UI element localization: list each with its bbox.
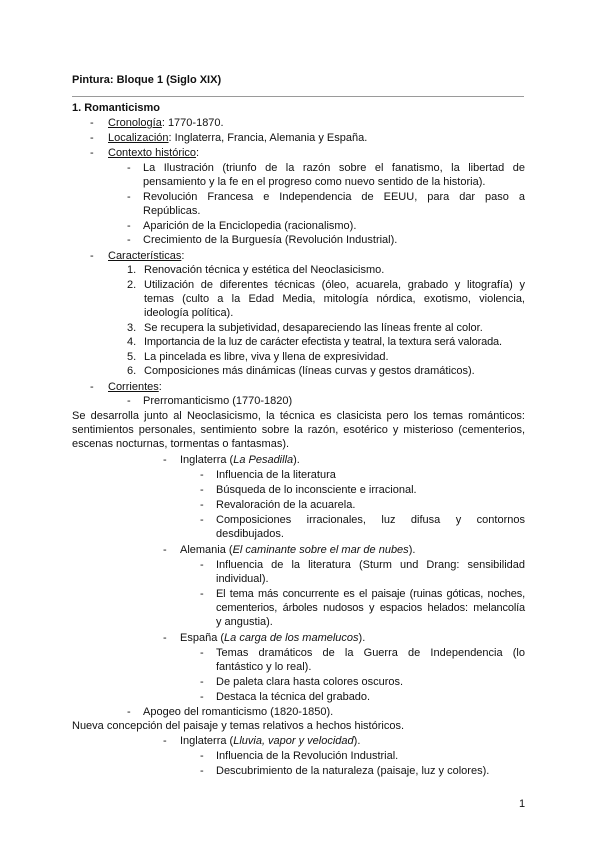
bullet-dash: - — [90, 147, 94, 159]
colon: : — [196, 147, 200, 159]
list-item: Descubrimiento de la naturaleza (paisaje, luz y colores). — [216, 765, 490, 777]
list-item: Influencia de la Revolución Industrial. — [216, 750, 399, 762]
list-item: Importancia de la luz de carácter efectista y teatral, la textura será valorada. — [144, 336, 502, 348]
list-item: desdibujados. — [216, 528, 284, 540]
corrientes-item — [108, 380, 162, 394]
list-item: Destaca la técnica del grabado. — [216, 691, 371, 703]
caracteristicas-label: Características — [108, 250, 182, 262]
page-title: Pintura: Bloque 1 (Siglo XIX) — [72, 74, 222, 86]
artwork-title: El caminante sobre el mar de nubes — [232, 544, 409, 556]
apogeo-item: Apogeo del romanticismo (1820-1850). — [143, 706, 334, 718]
list-item: Utilización de diferentes técnicas (óleo, acuarela, grabado y litografía) y — [144, 279, 525, 291]
paragraph-line: sentimientos personales, sentimiento sobre la razón, esotérico y misterioso (cementerios, — [72, 424, 525, 436]
bullet-dash: - — [200, 499, 204, 511]
contexto-text: pensamiento y la fe en el progreso como nuevo sentido de la historia). — [143, 176, 486, 188]
list-item: fantástico y lo real). — [216, 661, 312, 673]
bullet-dash: - — [127, 395, 131, 407]
list-item: temas (culto a la Edad Media, mitología nórdica, exotismo, violencia, — [144, 293, 525, 305]
bullet-dash: - — [200, 559, 204, 571]
bullet-dash: - — [200, 647, 204, 659]
bullet-dash: - — [163, 454, 167, 466]
cronologia-item — [108, 116, 224, 130]
caracteristicas-item — [108, 249, 184, 263]
bullet-dash: - — [127, 191, 131, 203]
bullet-dash: - — [200, 676, 204, 688]
cronologia-label: Cronología — [108, 117, 162, 129]
close-paren: ). — [408, 544, 416, 556]
bullet-dash: - — [200, 691, 204, 703]
list-number: 5. — [127, 351, 137, 363]
close-paren: ). — [353, 735, 361, 747]
bullet-dash: - — [90, 132, 94, 144]
country-label: Inglaterra ( — [180, 454, 234, 466]
localizacion-value: : Inglaterra, Francia, Alemania y España. — [168, 132, 368, 144]
close-paren: ). — [293, 454, 300, 466]
localizacion-label: Localización — [108, 132, 169, 144]
page-number: 1 — [519, 798, 526, 810]
list-item: El tema más concurrente es el paisaje (ruinas góticas, noches, — [216, 588, 525, 600]
inglaterra-item — [180, 734, 360, 748]
country-label: España ( — [180, 632, 225, 644]
list-item: ideología política). — [144, 307, 234, 319]
contexto-text: Revolución Francesa e Independencia de EEUU, para dar paso a — [143, 191, 525, 203]
contexto-item — [108, 146, 199, 160]
artwork-title: La carga de los mamelucos — [224, 632, 359, 644]
list-number: 6. — [127, 365, 137, 377]
espana-item — [180, 631, 365, 645]
list-item: y angustia). — [216, 616, 273, 628]
paragraph-line: Se desarrolla junto al Neoclasicismo, la técnica es clasicista pero los temas románticos: — [72, 410, 525, 422]
prerromanticismo-item: Prerromanticismo (1770-1820) — [143, 395, 293, 407]
bullet-dash: - — [127, 706, 131, 718]
bullet-dash: - — [127, 234, 131, 246]
alemania-item — [180, 543, 415, 557]
colon: : — [158, 381, 162, 393]
contexto-text: Aparición de la Enciclopedia (racionalismo). — [143, 220, 357, 232]
contexto-text: La Ilustración (triunfo de la razón sobre el fanatismo, la libertad de — [143, 162, 525, 174]
list-number: 2. — [127, 279, 137, 291]
bullet-dash: - — [90, 381, 94, 393]
paragraph-line: Nueva concepción del paisaje y temas relativos a hechos históricos. — [72, 720, 405, 732]
list-item: Revaloración de la acuarela. — [216, 499, 356, 511]
close-paren: ). — [358, 632, 366, 644]
list-item: Temas dramáticos de la Guerra de Independencia (lo — [216, 647, 525, 659]
list-item: Influencia de la literatura (Sturm und Drang: sensibilidad — [216, 559, 525, 571]
list-item: Composiciones más dinámicas (líneas curvas y gestos dramáticos). — [144, 365, 475, 377]
bullet-dash: - — [127, 220, 131, 232]
bullet-dash: - — [90, 117, 94, 129]
list-number: 4. — [127, 336, 137, 348]
inglaterra-item — [180, 453, 300, 467]
country-label: Alemania ( — [180, 544, 233, 556]
title-divider — [72, 96, 524, 97]
list-item: Influencia de la literatura — [216, 469, 336, 481]
section-heading: 1. Romanticismo — [72, 102, 161, 114]
list-item: Se recupera la subjetividad, desapareciendo las líneas frente al color. — [144, 322, 483, 334]
bullet-dash: - — [163, 544, 167, 556]
bullet-dash: - — [200, 514, 204, 526]
bullet-dash: - — [90, 250, 94, 262]
list-item: cementerios, árboles nudosos y espacios helados: melancolía — [216, 602, 525, 614]
cronologia-value: : 1770-1870. — [161, 117, 224, 129]
list-item: La pincelada es libre, viva y llena de expresividad. — [144, 351, 389, 363]
list-number: 1. — [127, 264, 137, 276]
list-item: individual). — [216, 573, 269, 585]
bullet-dash: - — [163, 632, 167, 644]
list-item: De paleta clara hasta colores oscuros. — [216, 676, 404, 688]
list-item: Composiciones irracionales, luz difusa y contornos — [216, 514, 525, 526]
paragraph-line: escenas nocturnas, tormentas o fantasmas). — [72, 438, 290, 450]
artwork-title: La Pesadilla — [233, 454, 294, 466]
bullet-dash: - — [200, 588, 204, 600]
contexto-label: Contexto histórico — [108, 147, 197, 159]
country-label: Inglaterra ( — [180, 735, 234, 747]
corrientes-label: Corrientes — [108, 381, 159, 393]
bullet-dash: - — [200, 750, 204, 762]
localizacion-item — [108, 131, 367, 145]
colon: : — [181, 250, 185, 262]
bullet-dash: - — [200, 484, 204, 496]
bullet-dash: - — [127, 162, 131, 174]
bullet-dash: - — [200, 469, 204, 481]
bullet-dash: - — [163, 735, 167, 747]
contexto-text: Repúblicas. — [143, 205, 201, 217]
bullet-dash: - — [200, 765, 204, 777]
list-number: 3. — [127, 322, 137, 334]
contexto-text: Crecimiento de la Burguesía (Revolución Industrial). — [143, 234, 398, 246]
list-item: Renovación técnica y estética del Neoclasicismo. — [144, 264, 385, 276]
artwork-title: Lluvia, vapor y velocidad — [233, 735, 354, 747]
list-item: Búsqueda de lo inconsciente e irracional. — [216, 484, 417, 496]
